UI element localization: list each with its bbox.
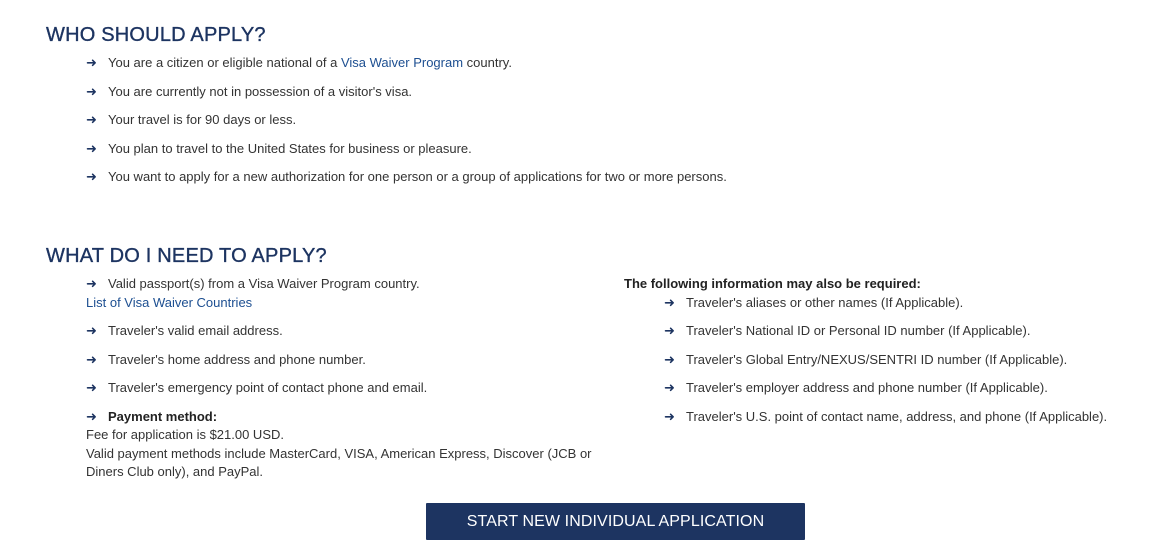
payment-method-label: Payment method:	[108, 409, 218, 424]
need-item-text: Traveler's emergency point of contact phone and email.	[108, 380, 428, 395]
need-item-payment	[86, 408, 217, 426]
arrow-right-icon: ➜	[86, 409, 97, 424]
who-item-90-days	[86, 111, 296, 129]
who-item-text: You are currently not in possession of a visitor's visa.	[108, 84, 413, 99]
optional-item-text: Traveler's employer address and phone number (If Applicable).	[686, 380, 1048, 395]
need-item-emergency-contact	[86, 379, 427, 397]
who-item-group	[86, 168, 727, 186]
arrow-right-icon: ➜	[664, 352, 675, 367]
arrow-right-icon: ➜	[86, 84, 97, 99]
arrow-right-icon: ➜	[86, 352, 97, 367]
payment-methods-text-line2: Diners Club only), and PayPal.	[86, 464, 264, 479]
arrow-right-icon: ➜	[664, 295, 675, 310]
also-required-heading: The following information may also be required:	[624, 276, 921, 291]
who-item-text: You want to apply for a new authorization for one person or a group of applications for two or more persons.	[108, 169, 727, 184]
list-countries-row	[86, 294, 252, 312]
visa-waiver-program-link[interactable]: Visa Waiver Program	[340, 55, 464, 70]
who-item-purpose	[86, 140, 472, 158]
optional-item-aliases	[664, 294, 963, 312]
arrow-right-icon: ➜	[86, 112, 97, 127]
what-do-i-need-heading: WHAT DO I NEED TO APPLY?	[46, 245, 327, 267]
need-item-text: Valid passport(s) from a Visa Waiver Program country.	[108, 276, 420, 291]
who-item-text: country.	[463, 55, 512, 70]
need-item-passport	[86, 275, 420, 293]
optional-item-text: Traveler's aliases or other names (If Applicable).	[686, 295, 964, 310]
arrow-right-icon: ➜	[664, 380, 675, 395]
optional-item-text: Traveler's Global Entry/NEXUS/SENTRI ID number (If Applicable).	[686, 352, 1068, 367]
arrow-right-icon: ➜	[664, 323, 675, 338]
arrow-right-icon: ➜	[86, 323, 97, 338]
arrow-right-icon: ➜	[86, 169, 97, 184]
list-of-visa-waiver-countries-link[interactable]: List of Visa Waiver Countries	[86, 295, 253, 310]
payment-methods-text-line1: Valid payment methods include MasterCard, VISA, American Express, Discover (JCB or	[86, 446, 592, 461]
optional-item-text: Traveler's U.S. point of contact name, address, and phone (If Applicable).	[686, 409, 1108, 424]
arrow-right-icon: ➜	[86, 380, 97, 395]
arrow-right-icon: ➜	[86, 55, 97, 70]
need-item-home-address	[86, 351, 366, 369]
start-new-individual-application-button[interactable]: START NEW INDIVIDUAL APPLICATION	[426, 503, 805, 540]
who-item-text: You are a citizen or eligible national of a	[108, 55, 341, 70]
who-item-citizen	[86, 54, 512, 72]
optional-item-national-id	[664, 322, 1030, 340]
optional-item-global-entry	[664, 351, 1067, 369]
who-item-text: You plan to travel to the United States for business or pleasure.	[108, 141, 472, 156]
arrow-right-icon: ➜	[86, 276, 97, 291]
need-item-email	[86, 322, 283, 340]
optional-item-text: Traveler's National ID or Personal ID number (If Applicable).	[686, 323, 1031, 338]
who-item-text: Your travel is for 90 days or less.	[108, 112, 297, 127]
who-should-apply-heading: WHO SHOULD APPLY?	[46, 24, 266, 46]
arrow-right-icon: ➜	[86, 141, 97, 156]
who-item-no-visa	[86, 83, 412, 101]
need-item-text: Traveler's valid email address.	[108, 323, 283, 338]
optional-item-employer	[664, 379, 1048, 397]
need-item-text: Traveler's home address and phone number.	[108, 352, 366, 367]
optional-item-us-contact	[664, 408, 1107, 426]
payment-fee-text: Fee for application is $21.00 USD.	[86, 427, 284, 442]
arrow-right-icon: ➜	[664, 409, 675, 424]
